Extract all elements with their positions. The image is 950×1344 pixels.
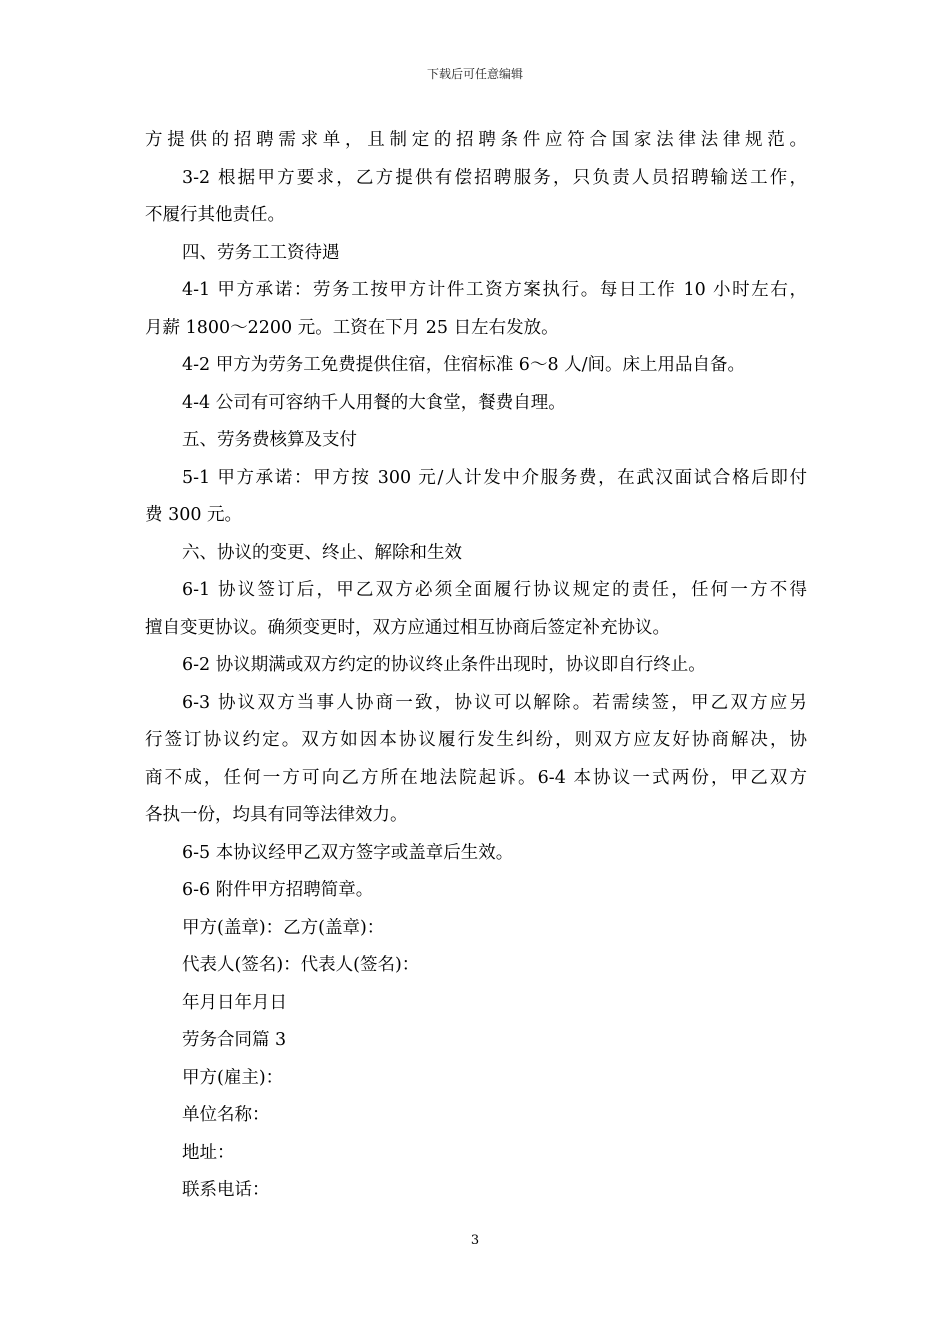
paragraph-line: 6-6 附件甲方招聘简章。 (182, 880, 374, 900)
paragraph-line: 各执一份，均具有同等法律效力。 (145, 805, 408, 825)
paragraph-line: 4-4 公司有可容纳千人用餐的大食堂，餐费自理。 (182, 392, 566, 413)
paragraph-line: 商不成，任何一方可向乙方所在地法院起诉。6-4 本协议一式两份，甲乙双方 (145, 767, 807, 788)
contract-title: 劳务合同篇 3 (182, 1030, 287, 1050)
paragraph-line: 不履行其他责任。 (145, 205, 285, 225)
paragraph-line: 5-1 甲方承诺：甲方按 300 元/人计发中介服务费，在武汉面试合格后即付 (182, 467, 807, 488)
paragraph-line: 6-2 协议期满或双方约定的协议终止条件出现时，协议即自行终止。 (182, 655, 706, 675)
field-label: 甲方(雇主)： (182, 1067, 284, 1088)
page-header: 下载后可任意编辑 (426, 67, 523, 81)
date-line: 年月日年月日 (182, 992, 287, 1013)
field-label: 地址： (182, 1142, 235, 1163)
paragraph-line: 4-1 甲方承诺：劳务工按甲方计件工资方案执行。每日工作 10 小时左右， (182, 280, 807, 300)
paragraph-line: 6-5 本协议经甲乙双方签字或盖章后生效。 (182, 842, 514, 863)
paragraph-line: 6-3 协议双方当事人协商一致，协议可以解除。若需续签，甲乙双方应另 (182, 692, 807, 713)
field-label: 联系电话： (182, 1180, 270, 1200)
signature-line: 代表人(签名)：代表人(签名)： (182, 955, 420, 975)
section-heading: 五、劳务费核算及支付 (182, 430, 357, 450)
paragraph-line: 3-2 根据甲方要求，乙方提供有偿招聘服务，只负责人员招聘输送工作， (182, 167, 807, 188)
page-number: 3 (470, 1233, 480, 1248)
section-heading: 六、协议的变更、终止、解除和生效 (182, 542, 462, 563)
signature-line: 甲方(盖章)：乙方(盖章)： (182, 917, 385, 938)
paragraph-line: 费 300 元。 (145, 505, 243, 525)
paragraph-line: 6-1 协议签订后，甲乙双方必须全面履行协议规定的责任，任何一方不得 (182, 580, 807, 600)
paragraph-line: 4-2 甲方为劳务工免费提供住宿，住宿标准 6～8 人/间。床上用品自备。 (182, 355, 746, 375)
paragraph-line: 擅自变更协议。确须变更时，双方应通过相互协商后签定补充协议。 (145, 617, 670, 638)
document-body (145, 122, 807, 1210)
section-heading: 四、劳务工工资待遇 (182, 242, 340, 263)
paragraph-line: 月薪 1800～2200 元。工资在下月 25 日左右发放。 (145, 317, 559, 338)
paragraph-line: 方提供的招聘需求单，且制定的招聘条件应符合国家法律法律规范。 (145, 130, 807, 150)
field-label: 单位名称： (182, 1105, 270, 1125)
paragraph-line: 行签订协议约定。双方如因本协议履行发生纠纷，则双方应友好协商解决，协 (145, 730, 807, 750)
